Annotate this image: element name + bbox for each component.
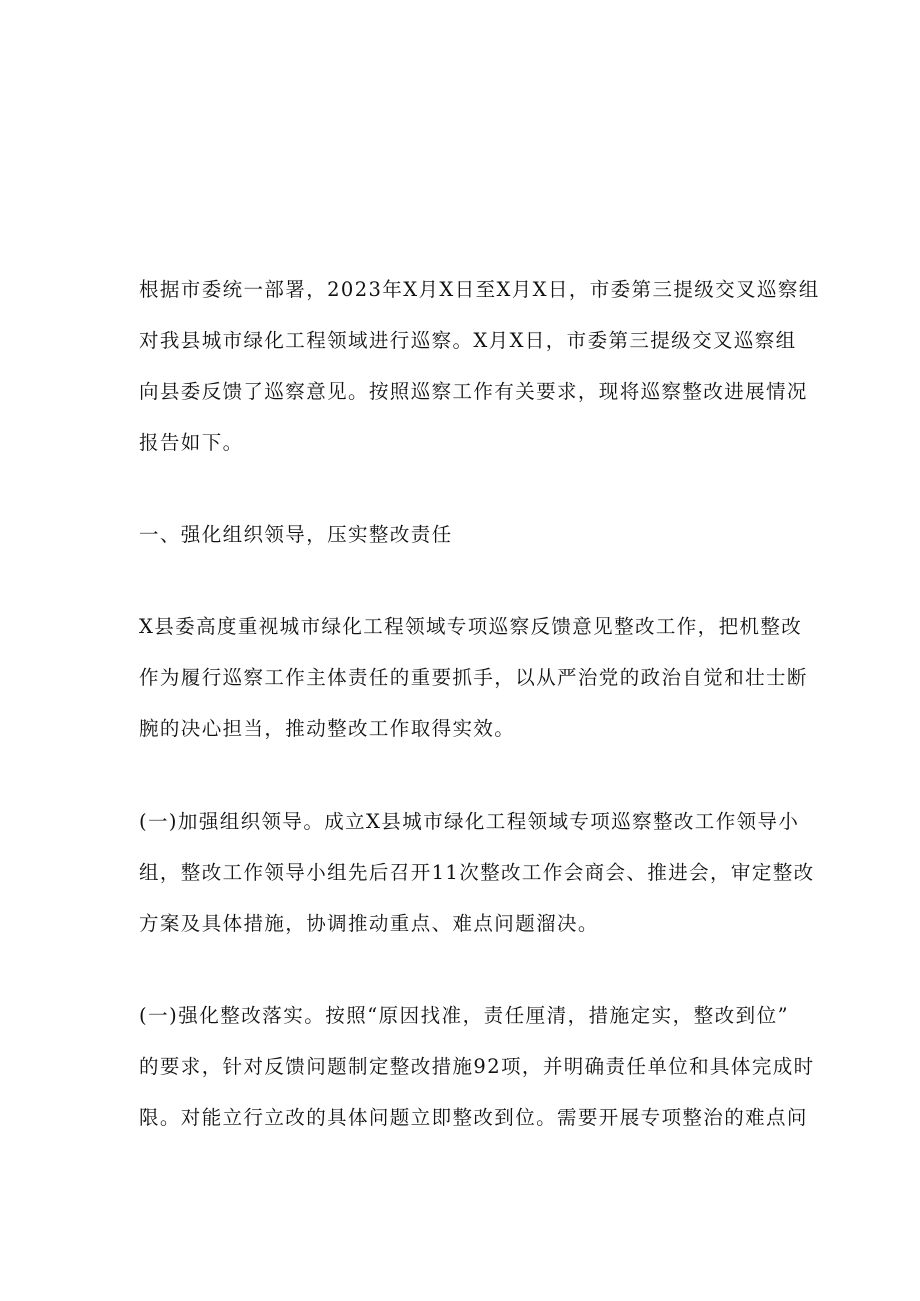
paragraph-line: (一)加强组织领导。成立X县城市绿化工程领域专项巡察整改工作领导小 (139, 810, 800, 833)
paragraph-line: 方案及具体措施，协调推动重点、难点问题溜决。 (139, 912, 599, 935)
paragraph-line: X县委高度重视城市绿化工程领域专项巡察反馈意见整改工作，把机整改 (139, 615, 803, 638)
paragraph-line: 限。对能立行立改的具体问题立即整改到位。需要开展专项整治的难点问 (139, 1106, 808, 1129)
paragraph-line: (一)强化整改落实。按照“原因找准，责任厘清，措施定实，整改到位” (139, 1004, 789, 1027)
paragraph-line: 腕的决心担当，推动整改工作取得实效。 (139, 717, 516, 740)
body-paragraph (139, 601, 808, 754)
body-paragraph (139, 990, 815, 1143)
section-heading: 一、强化组织领导，压实整改责任 (139, 523, 453, 546)
body-paragraph (139, 796, 815, 949)
paragraph-line: 作为履行巡察工作主体责任的重要抓手，以从严治党的政治自觉和壮士断 (139, 666, 808, 689)
paragraph-line: 报告如下。 (139, 431, 244, 454)
paragraph-line: 组，整改工作领导小组先后召开11次整改工作会商会、推进会，审定整改 (139, 861, 815, 884)
paragraph-line: 的要求，针对反馈问题制定整改措施92项，并明确责任单位和具体完成时 (139, 1055, 815, 1078)
paragraph-line: 对我县城市绿化工程领域进行巡察。X月X日，市委第三提级交叉巡察组 (139, 329, 797, 352)
paragraph-line: 向县委反馈了巡察意见。按照巡察工作有关要求，现将巡察整改进展情况 (139, 380, 808, 403)
paragraph-line: 根据市委统一部署，2023年X月X日至X月X日，市委第三提级交叉巡察组 (139, 278, 820, 301)
intro-paragraph (139, 264, 820, 468)
